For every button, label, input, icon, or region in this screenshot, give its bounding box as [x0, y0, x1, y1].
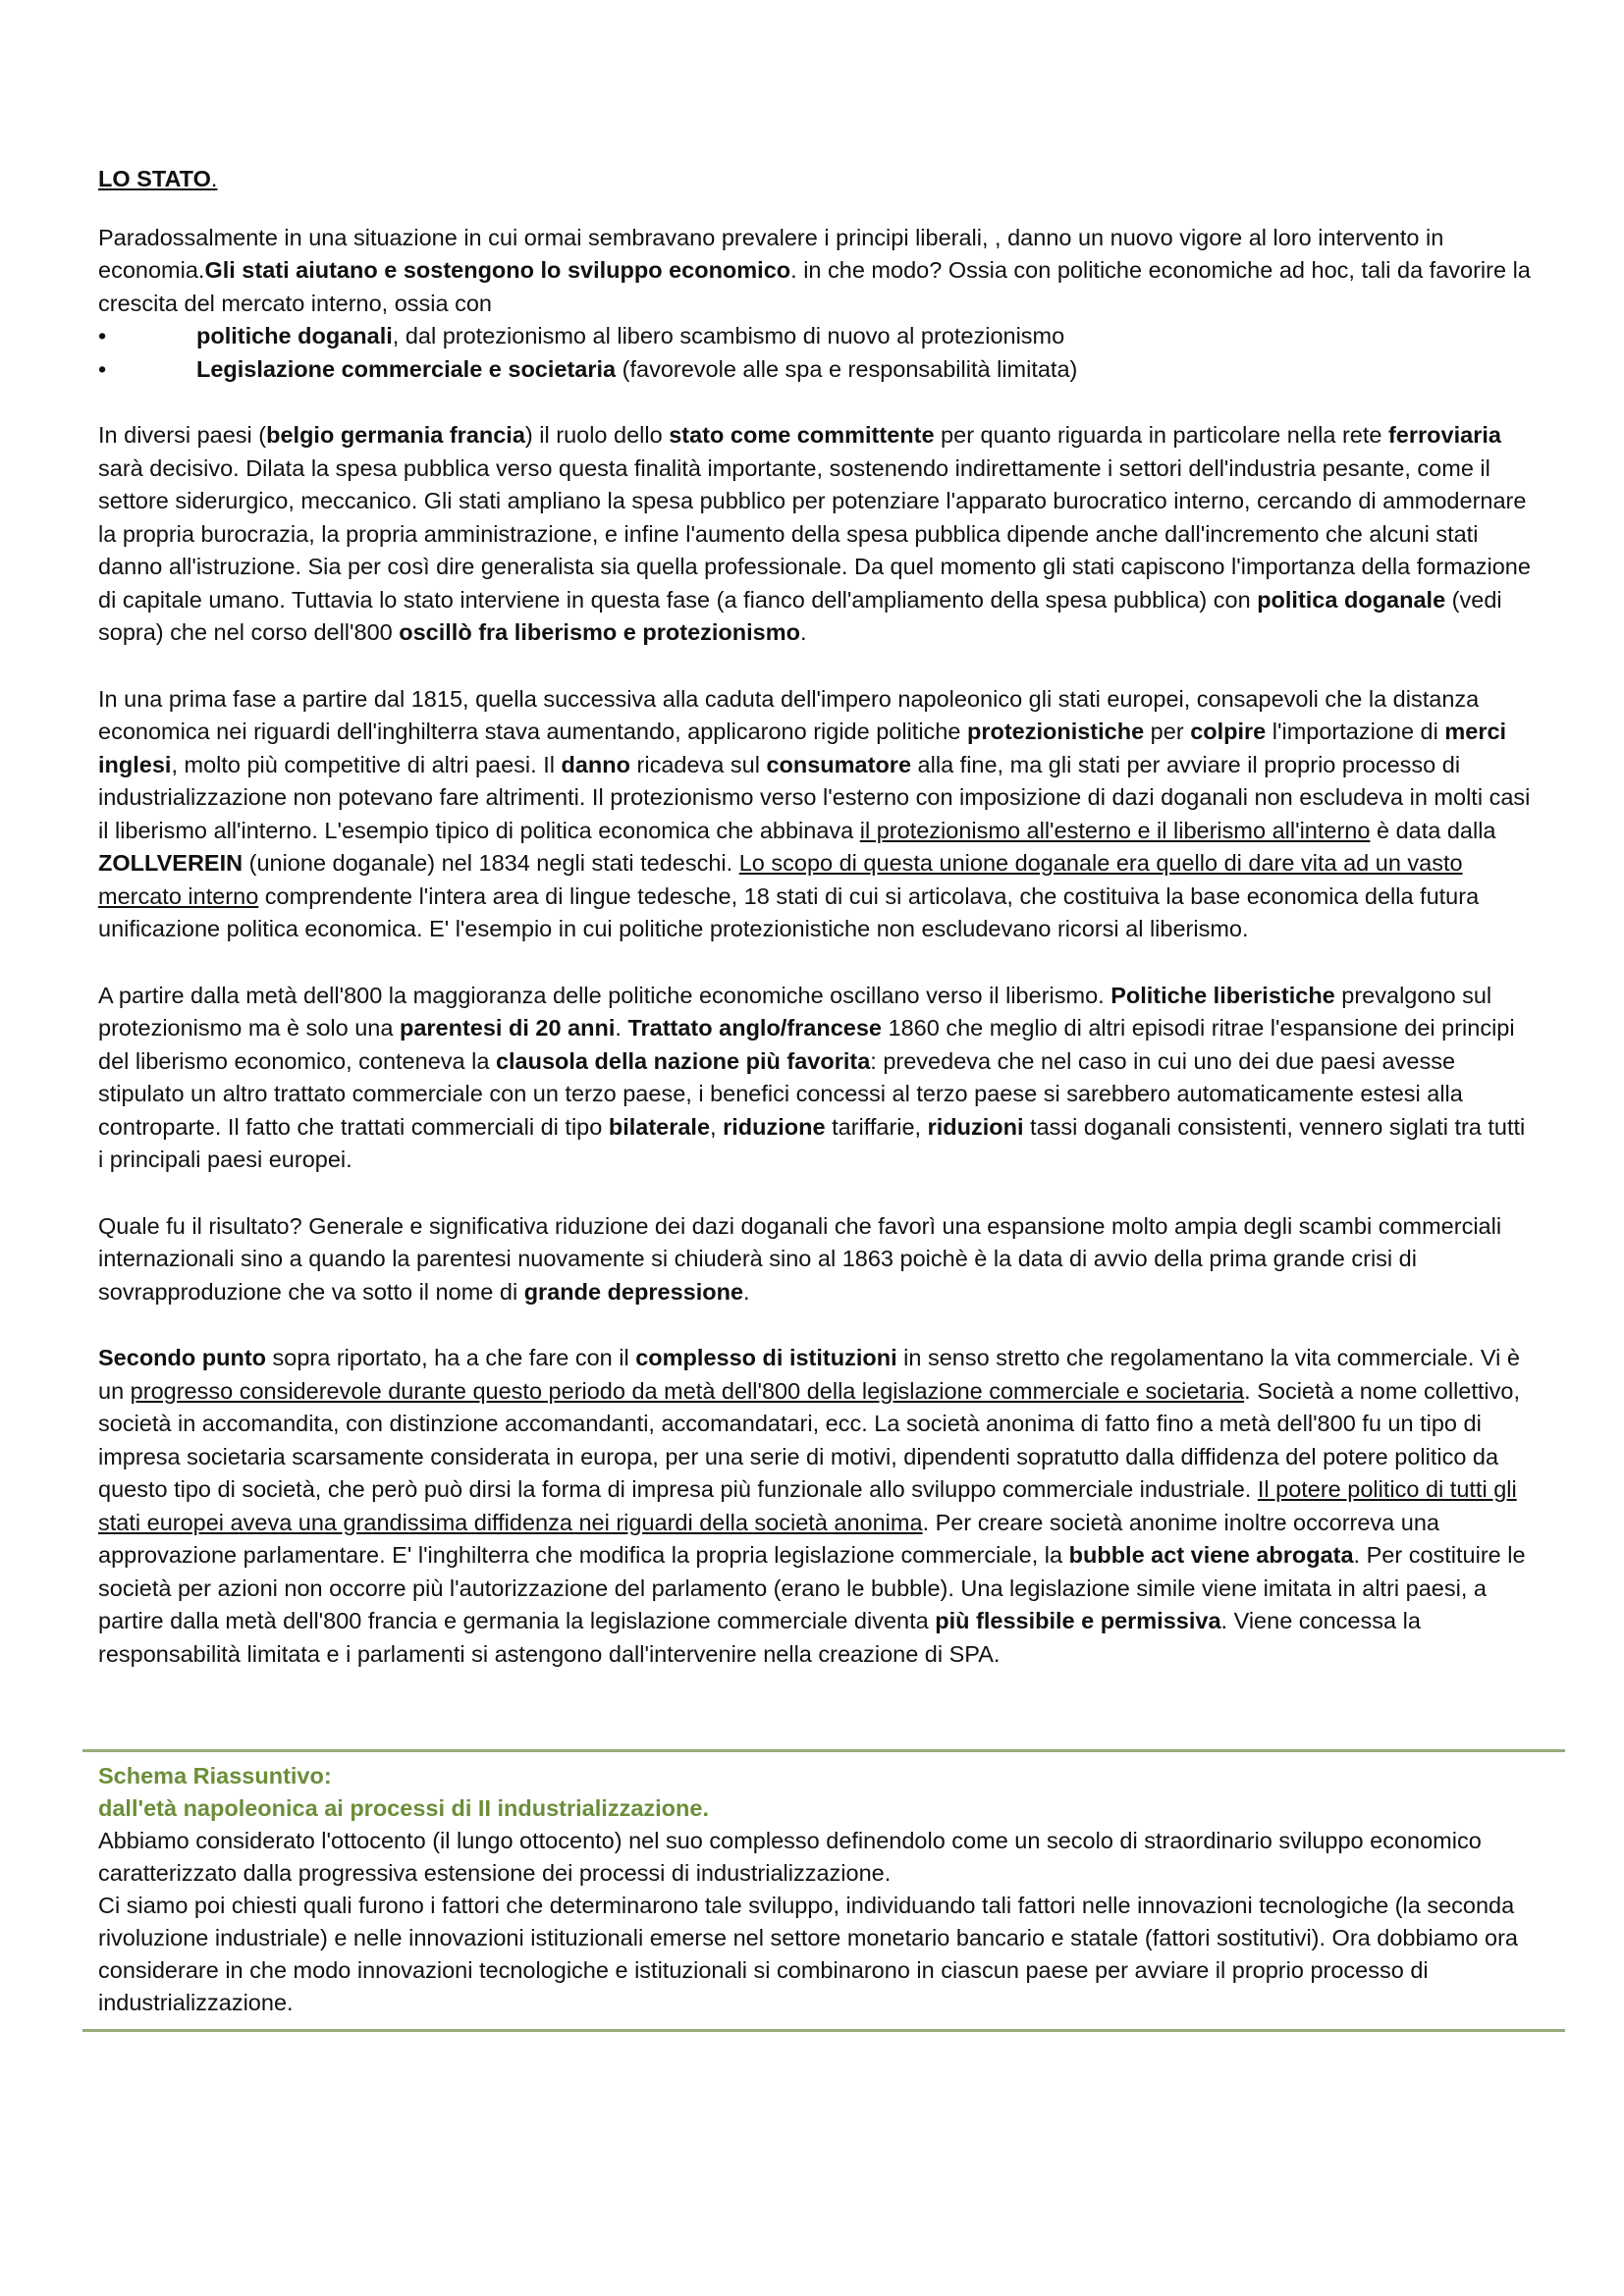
- bullet-icon: •: [98, 355, 107, 382]
- summary-line: Abbiamo considerato l'ottocento (il lungo ottocento) nel suo complesso definendolo come un secolo di straordinario sviluppo economico caratterizzato dalla progressiva estensione dei processi di industrializzazione.: [98, 1828, 1482, 1886]
- paragraph-liberismo: A partire dalla metà dell'800 la maggioranza delle politiche economiche oscillano verso il liberismo. Politiche liberistiche prevalgono sul protezionismo ma è solo una parentesi di 20 anni. Trattato anglo/francese 1860 che meglio di altri episodi ritrae l'espansione dei principi del liberismo economico, conteneva la clausola della nazione più favorita: prevedeva che nel caso in cui uno dei due paesi avesse stipulato un altro trattato commerciale con un terzo paese, i benefici concessi al terzo paese si sarebbero automaticamente estesi alla controparte. Il fatto che trattati commerciali di tipo bilaterale, riduzione tariffarie, riduzioni tassi doganali consistenti, vennero siglati tra tutti i principali paesi europei.: [98, 982, 1526, 1172]
- paragraph-stato-committente: In diversi paesi (belgio germania francia) il ruolo dello stato come committente per quanto riguarda in particolare nella rete ferroviaria sarà decisivo. Dilata la spesa pubblica verso questa finalità importante, sostenendo indirettamente i settori dell'industria pesante, come il settore siderurgico, meccanico. Gli stati ampliano la spesa pubblico per potenziare l'apparato burocratico interno, cercando di ammodernare la propria burocrazia, la propria amministrazione, e infine l'aumento della spesa pubblica dipende anche dall'incremento che alcuni stati danno all'istruzione. Sia per così dire generalista sia quella professionale. Da quel momento gli stati capiscono l'importanza della formazione di capitale umano. Tuttavia lo stato interviene in questa fase (a fianco dell'ampliamento della spesa pubblica) con politica doganale (vedi sopra) che nel corso dell'800 oscillò fra liberismo e protezionismo.: [98, 422, 1531, 645]
- document-body: [98, 163, 1532, 1704]
- intro-paragraph: Paradossalmente in una situazione in cui ormai sembravano prevalere i principi liberali, , danno un nuovo vigore al loro intervento in economia.Gli stati aiutano e sostengono lo sviluppo economico. in che modo? Ossia con politiche economiche ad hoc, tali da favorire la crescita del mercato interno, ossia con • politiche doganali, dal protezionismo al libero scambismo di nuovo al protezionismo • Legislazione commerciale e societaria (favorevole alle spa e responsabilità limitata): [98, 222, 1532, 387]
- summary-heading: Schema Riassuntivo:: [98, 1763, 332, 1789]
- summary-box: [82, 1749, 1565, 2032]
- bullet-icon: •: [98, 323, 107, 348]
- paragraph-protezionismo: In una prima fase a partire dal 1815, quella successiva alla caduta dell'impero napoleonico gli stati europei, consapevoli che la distanza economica nei riguardi dell'inghilterra stava aumentando, applicarono rigide politiche protezionistiche per colpire l'importazione di merci inglesi, molto più competitive di altri paesi. Il danno ricadeva sul consumatore alla fine, ma gli stati per avviare il proprio processo di industrializzazione non potevano fare altrimenti. Il protezionismo verso l'esterno con imposizione di dazi doganali non escludeva in molti casi il liberismo all'interno. L'esempio tipico di politica economica che abbinava il protezionismo all'esterno e il liberismo all'interno è data dalla ZOLLVEREIN (unione doganale) nel 1834 negli stati tedeschi. Lo scopo di questa unione doganale era quello di dare vita ad un vasto mercato interno comprendente l'intera area di lingue tedesche, 18 stati di cui si articolava, che costituiva la base economica della futura unificazione politica economica. E' l'esempio in cui politiche protezionistiche non escludevano ricorsi al liberismo.: [98, 685, 1531, 941]
- summary-subheading: dall'età napoleonica ai processi di II industrializzazione.: [98, 1795, 709, 1821]
- bullet-list: [98, 320, 1532, 386]
- paragraph-istituzioni: Secondo punto sopra riportato, ha a che fare con il complesso di istituzioni in senso stretto che regolamentano la vita commerciale. Vi è un progresso considerevole durante questo periodo da metà dell'800 della legislazione commerciale e societaria. Società a nome collettivo, società in accomandita, con distinzione accomandanti, accomandatari, ecc. La società anonima di fatto fino a metà dell'800 fu un tipo di impresa societaria scarsamente considerata in europa, per una serie di motivi, dipendenti sopratutto dalla diffidenza del potere politico da questo tipo di società, che però può dirsi la forma di impresa più funzionale allo sviluppo commerciale industriale. Il potere politico di tutti gli stati europei aveva una grandissima diffidenza nei riguardi della società anonima. Per creare società anonime inoltre occorreva una approvazione parlamentare. E' l'inghilterra che modifica la propria legislazione commerciale, la bubble act viene abrogata. Per costituire le società per azioni non occorre più l'autorizzazione del parlamento (erano le bubble). Una legislazione simile viene imitata in altri paesi, a partire dalla metà dell'800 francia e germania la legislazione commerciale diventa più flessibile e permissiva. Viene concessa la responsabilità limitata e i parlamenti si astengono dall'intervenire nella creazione di SPA.: [98, 1345, 1526, 1667]
- list-item: • Legislazione commerciale e societaria (favorevole alle spa e responsabilità limitata): [98, 353, 1532, 387]
- summary-line: Ci siamo poi chiesti quali furono i fattori che determinarono tale sviluppo, individuando tali fattori nelle innovazioni tecnologiche (la seconda rivoluzione industriale) e nelle innovazioni istituzionali emerse nel settore monetario bancario e statale (fattori sostitutivi). Ora dobbiamo ora considerare in che modo innovazioni tecnologiche e istituzionali si combinarono in ciascun paese per avviare il proprio processo di industrializzazione.: [98, 1893, 1518, 2015]
- paragraph-risultato: Quale fu il risultato? Generale e significativa riduzione dei dazi doganali che favorì una espansione molto ampia degli scambi commerciali internazionali sino a quando la parentesi nuovamente si chiuderà sino al 1863 poichè è la data di avvio della prima grande crisi di sovrapproduzione che va sotto il nome di grande depressione.: [98, 1212, 1502, 1305]
- list-item: • politiche doganali, dal protezionismo al libero scambismo di nuovo al protezionismo: [98, 320, 1532, 353]
- page-title: LO STATO.: [98, 166, 218, 191]
